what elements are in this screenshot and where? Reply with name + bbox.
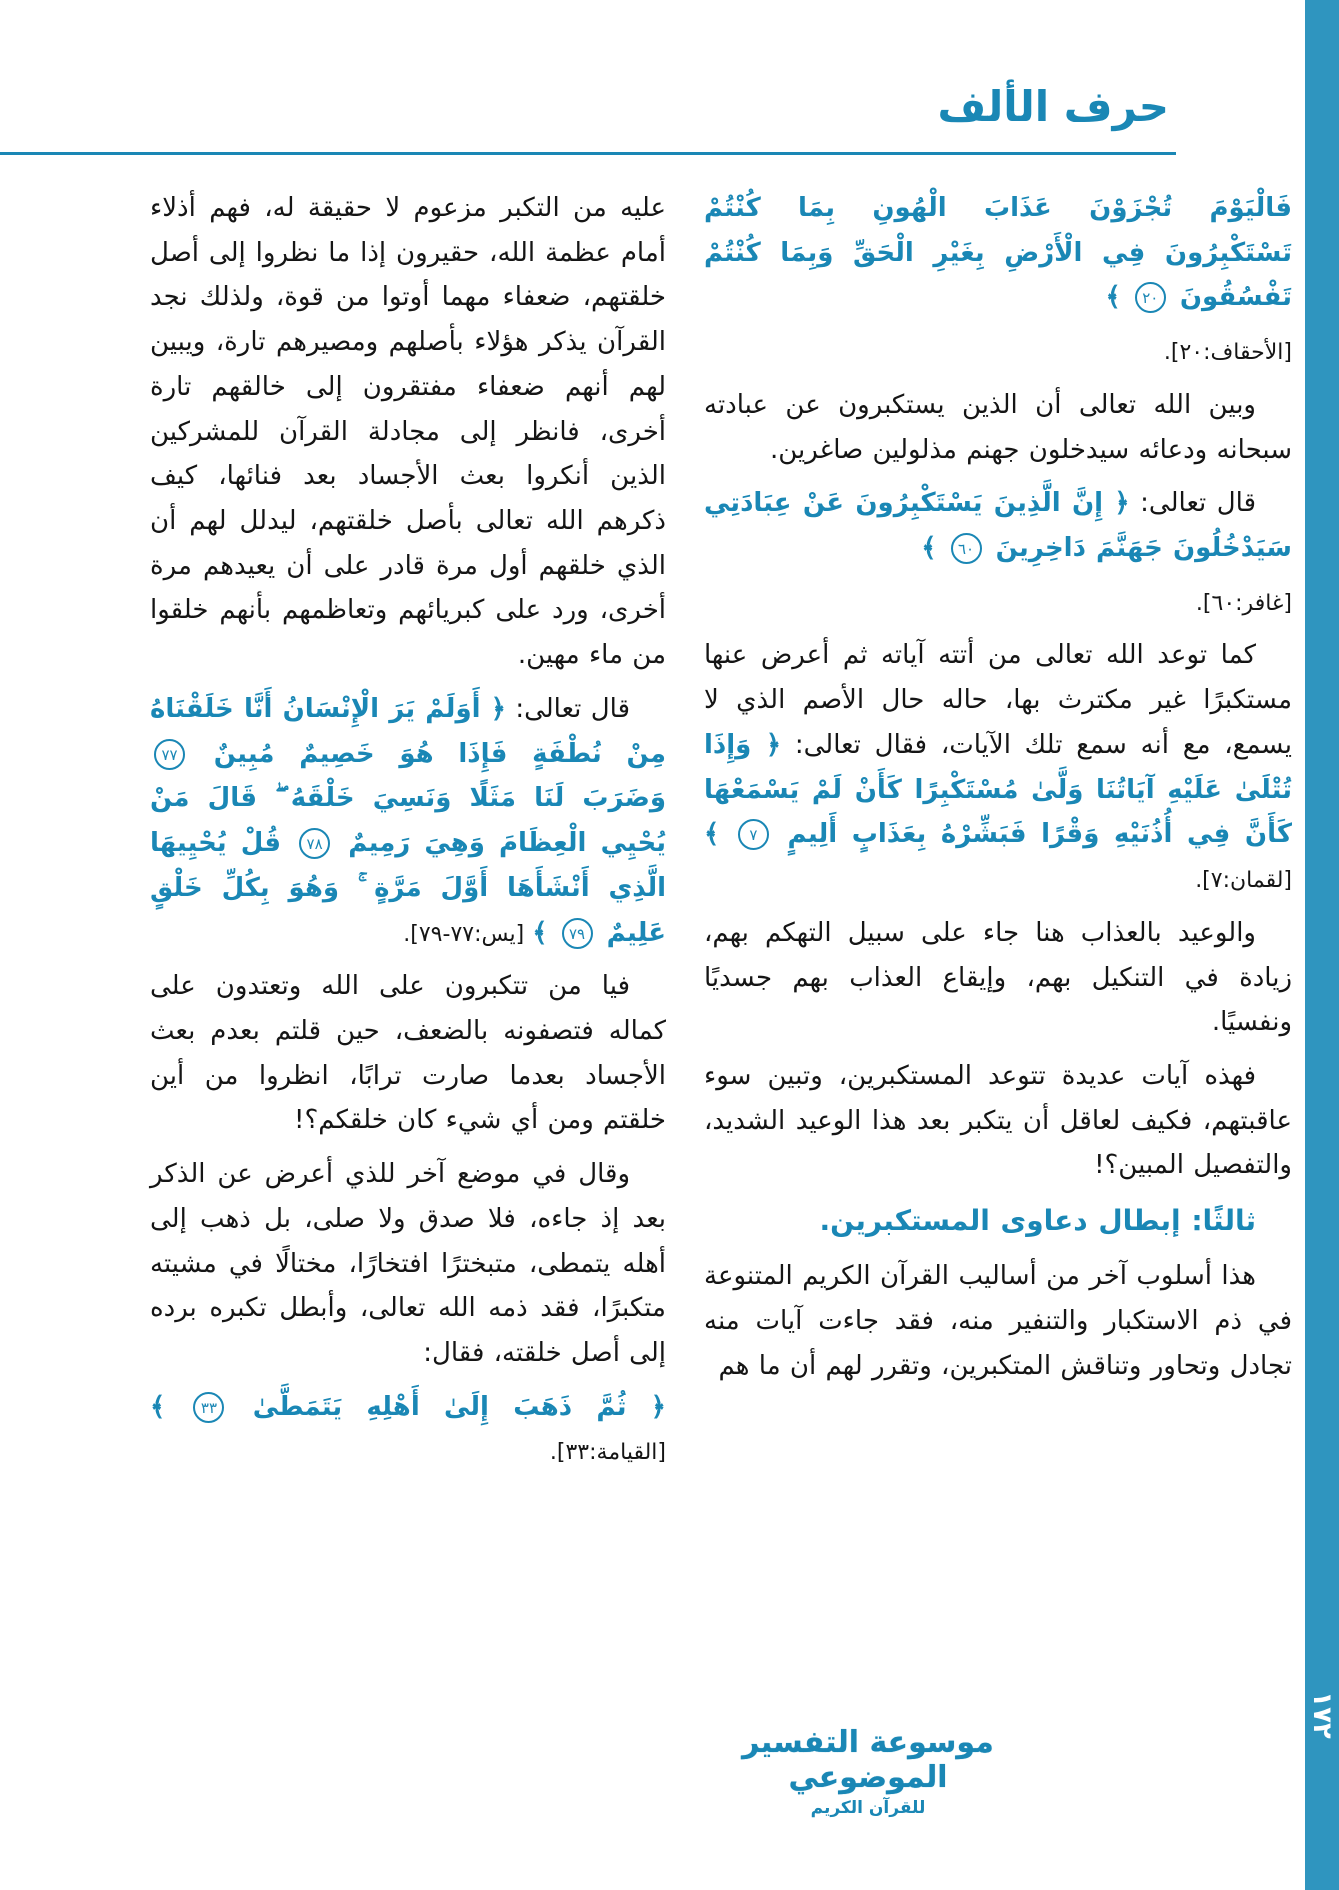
paragraph [704,633,1292,901]
body-text: قال تعالى: [505,693,631,724]
header-divider [0,152,1176,155]
body-text: فيا من تتكبرون على الله وتعتدون على كماله فتصفونه بالضعف، حين قلتم بعدم بعث الأجساد بعدما صارت ترابًا، انظروا من أين خلقتم ومن أي شيء كان خلقكم؟! [150,971,666,1136]
quran-verse-text: ﴾ [1105,282,1131,313]
body-text: هذا أسلوب آخر من أساليب القرآن الكريم المتنوعة في ذم الاستكبار والتنفير منه، فقد جاءت آيات منه تجادل وتحاور وتناقش المتكبرين، وتقرر لهم أن ما هم [704,1261,1292,1381]
page-edge-strip [1305,0,1339,1890]
paragraph [704,1054,1292,1188]
paragraph [704,481,1292,570]
verse-citation: [الأحقاف:٢٠]. [1163,340,1292,366]
section-heading: ثالثًا: إبطال دعاوى المستكبرين. [819,1204,1256,1238]
quran-verse-text: ﴾ [704,819,734,850]
paragraph [150,1152,666,1376]
paragraph [704,1197,1292,1245]
paragraph [150,964,666,1143]
body-text: وبين الله تعالى أن الذين يستكبرون عن عبادته سبحانه ودعائه سيدخلون جهنم مذلولين صاغرين. [704,389,1292,465]
page-number: ١٧٢ [1307,1691,1337,1739]
column-right [704,186,1292,1397]
publisher-logo-subtitle: للقرآن الكريم [810,1798,926,1818]
paragraph [704,329,1292,374]
quran-verse-text: ﴾ [532,917,558,948]
quran-verse-text: قُلْ يُحْيِيهَا الَّذِي أَنْشَأَهَا أَوَّلَ مَرَّةٍ ۚ وَهُوَ بِكُلِّ خَلْقٍ عَلِيمٌ [150,828,666,948]
paragraph [704,1254,1292,1388]
paragraph [704,580,1292,625]
body-text: وقال في موضع آخر للذي أعرض عن الذكر بعد إذ جاءه، فلا صدق ولا صلى، بل ذهب إلى أهله يتمطى، متبخترًا افتخارًا، مختالًا في مشيته متكبرًا، فقد ذمه الله تعالى، وأبطل تكبره برده إلى أصل خلقته، فقال: [150,1159,666,1368]
paragraph [704,911,1292,1045]
quran-verse-text: ﴾ [921,533,947,564]
column-left [150,186,666,1483]
verse-number-marker: ٧٧ [154,739,185,770]
verse-citation: [غافر:٦٠]. [1195,590,1292,616]
paragraph [704,383,1292,472]
body-text: فهذه آيات عديدة تتوعد المستكبرين، وتبين سوء عاقبتهم، فكيف لعاقل أن يتكبر بعد هذا الوعيد الشديد، والتفصيل المبين؟! [704,1060,1292,1181]
paragraph [704,186,1292,320]
paragraph [150,687,666,955]
verse-number-marker: ٧٨ [299,828,330,859]
quran-verse-text: ﴿ وَإِذَا تُتْلَىٰ عَلَيْهِ آيَاتُنَا وَلَّىٰ مُسْتَكْبِرًا كَأَنْ لَمْ يَسْمَعْهَا كَأَنَّ فِي أُذُنَيْهِ وَقْرًا فَبَشِّرْهُ بِعَذَابٍ أَلِيمٍ [704,729,1292,850]
verse-number-marker: ٧٩ [562,918,593,949]
quran-verse-text: فَالْيَوْمَ تُجْزَوْنَ عَذَابَ الْهُونِ بِمَا كُنْتُمْ تَسْتَكْبِرُونَ فِي الْأَرْضِ بِغَيْرِ الْحَقِّ وَبِمَا كُنْتُمْ تَفْسُقُونَ [704,193,1292,313]
body-text: والوعيد بالعذاب هنا جاء على سبيل التهكم بهم، زيادة في التنكيل بهم، وإيقاع العذاب بهم جسديًا ونفسيًا. [704,917,1292,1038]
body-text: قال تعالى: [1129,488,1256,519]
page-content [150,186,1292,1483]
paragraph [150,1385,666,1474]
publisher-logo [723,1725,1013,1818]
quran-verse-text: ﴿ ثُمَّ ذَهَبَ إِلَىٰ أَهْلِهِ يَتَمَطَّىٰ [228,1391,666,1422]
body-text: كما توعد الله تعالى من أتته آياته ثم أعرض عنها مستكبرًا غير مكترث بها، حاله حال الأصم الذي لا يسمع، مع أنه سمع تلك الآيات، فقال تعالى: [704,640,1292,760]
paragraph [150,186,666,678]
quran-verse-text: ﴿ أَوَلَمْ يَرَ الْإِنْسَانُ أَنَّا خَلَقْنَاهُ مِنْ نُطْفَةٍ فَإِذَا هُوَ خَصِيمٌ مُبِينٌ [150,693,666,769]
publisher-logo-title: موسوعة التفسير الموضوعي [742,1725,994,1795]
verse-number-marker: ٢٠ [1135,282,1166,313]
body-text: عليه من التكبر مزعوم لا حقيقة له، فهم أذلاء أمام عظمة الله، حقيرون إذا ما نظروا إلى أصل خلقتهم، ضعفاء مهما أوتوا من قوة، ولذلك نجد القرآن يذكر هؤلاء بأصلهم ومصيرهم تارة، ويبين لهم أنهم ضعفاء مفتقرون إلى خالقهم تارة أخرى، فانظر إلى مجادلة القرآن للمشركين الذين أنكروا بعث الأجساد بعد فنائها، كيف ذكرهم الله تعالى بأصل خلقتهم، ليدلل لهم أن الذي خلقهم أول مرة قادر على أن يعيدهم مرة أخرى، ورد على كبريائهم وتعاظمهم بأنهم خلقوا من ماء مهين. [150,193,666,671]
quran-verse-text: ﴾ [150,1391,190,1422]
quran-verse-text: وَضَرَبَ لَنَا مَثَلًا وَنَسِيَ خَلْقَهُ ۖ قَالَ مَنْ يُحْيِي الْعِظَامَ وَهِيَ رَمِيمٌ [150,783,666,859]
quran-verse-text: ﴿ إِنَّ الَّذِينَ يَسْتَكْبِرُونَ عَنْ عِبَادَتِي سَيَدْخُلُونَ جَهَنَّمَ دَاخِرِينَ [704,488,1292,564]
verse-number-marker: ٧ [738,819,769,850]
verse-citation: [يس:٧٧-٧٩]. [403,921,533,947]
verse-number-marker: ٣٣ [193,1392,224,1423]
verse-number-marker: ٦٠ [951,533,982,564]
chapter-header: حرف الألف [937,82,1169,131]
verse-citation: [القيامة:٣٣]. [549,1440,666,1466]
verse-citation: [لقمان:٧]. [1195,868,1292,894]
